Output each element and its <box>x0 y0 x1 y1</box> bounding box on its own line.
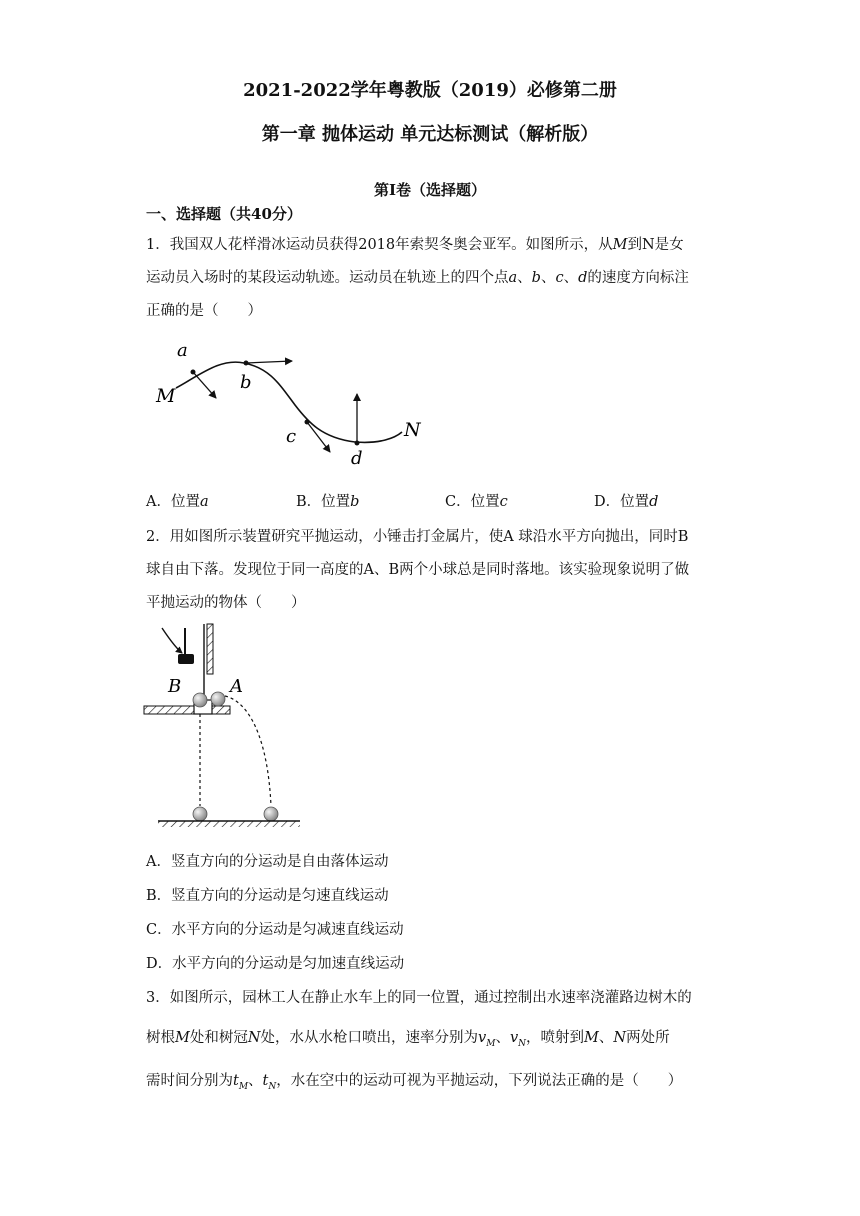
q2-line2: 球自由下落。发现位于同一高度的A、B两个小球总是同时落地。该实验现象说明了做 <box>146 562 690 578</box>
label-b: b <box>240 372 252 393</box>
q1-option-b[interactable]: B．位置b <box>296 494 360 510</box>
doc-title-line2: 第一章 抛体运动 单元达标测试（解析版） <box>261 124 599 145</box>
q2-option-b[interactable]: B．竖直方向的分运动是匀速直线运动 <box>146 888 389 904</box>
label-a: a <box>177 340 188 361</box>
q2-line3: 平抛运动的物体（ ） <box>146 595 306 611</box>
q3-line1: 3．如图所示，园林工人在静止水车上的同一位置，通过控制出水速率浇灌路边树木的 <box>146 990 692 1006</box>
ball-A-end <box>264 807 278 821</box>
q2-option-d[interactable]: D．水平方向的分运动是匀加速直线运动 <box>146 956 405 972</box>
ball-A-start <box>211 692 225 706</box>
label-A: A <box>230 676 243 697</box>
hammer-head <box>178 654 194 664</box>
label-c: c <box>286 426 297 447</box>
q1-option-c[interactable]: C．位置c <box>445 494 508 510</box>
part-heading: 一、选择题（共40分） <box>146 205 302 223</box>
ball-B-start <box>193 693 207 707</box>
ball-B-end <box>193 807 207 821</box>
path-A <box>225 696 271 806</box>
q1-trajectory-figure <box>140 330 440 480</box>
q3-line3: 需时间分别为$t_M$、$t_N$，水在空中的运动可视为平抛运动，下列说法正确的是（ ） <box>146 1073 683 1092</box>
metal-plate <box>207 624 213 674</box>
label-N: N <box>404 419 421 441</box>
q1-option-d[interactable]: D．位置d <box>594 494 659 510</box>
section-title: 第Ⅰ卷（选择题） <box>373 181 487 199</box>
platform-left <box>144 706 194 714</box>
q2-option-a[interactable]: A．竖直方向的分运动是自由落体运动 <box>146 854 389 870</box>
q2-line1: 2．用如图所示装置研究平抛运动，小锤击打金属片，使A 球沿水平方向抛出，同时B <box>146 529 689 545</box>
q1-line2: 运动员入场时的某段运动轨迹。运动员在轨迹上的四个点a、b、c、d的速度方向标注 <box>146 270 689 286</box>
doc-title-line1: 2021-2022学年粤教版（2019）必修第二册 <box>243 80 617 101</box>
platform-right <box>212 706 230 714</box>
label-B: B <box>168 676 182 697</box>
arrow-c <box>307 422 330 452</box>
arrow-a <box>193 372 216 398</box>
q1-line1: 1．我国双人花样滑冰运动员获得2018年索契冬奥会亚军。如图所示，从M到N是女 <box>146 237 684 253</box>
q3-line2: 树根M处和树冠N处，水从水枪口喷出，速率分别为$v_M$、$v_N$，喷射到M、N两处所 <box>146 1030 670 1049</box>
label-M: M <box>156 385 176 407</box>
label-d: d <box>351 448 363 469</box>
q1-line3: 正确的是（ ） <box>146 303 262 319</box>
q1-option-a[interactable]: A．位置a <box>146 494 209 510</box>
q2-option-c[interactable]: C．水平方向的分运动是匀减速直线运动 <box>146 922 404 938</box>
hammer-arrow <box>162 628 182 653</box>
q2-apparatus-figure <box>140 620 310 835</box>
ground-hatch <box>158 821 300 827</box>
arrow-b <box>246 361 292 363</box>
